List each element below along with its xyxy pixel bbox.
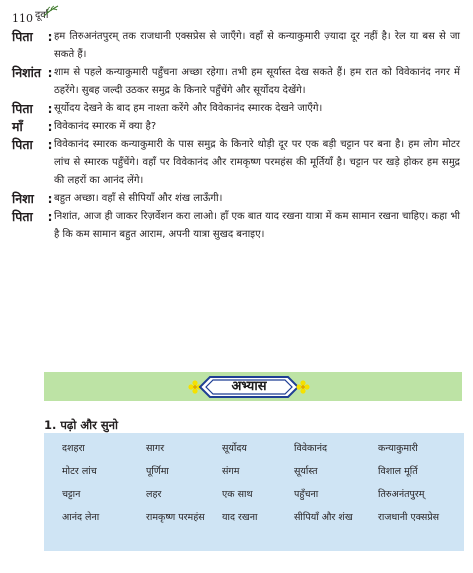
speaker-separator: :	[47, 192, 53, 206]
speaker-name: पिता	[12, 29, 33, 44]
vocab-word: रामकृष्ण परमहंस	[146, 511, 205, 523]
vocab-word: मोटर लांच	[62, 465, 97, 477]
speaker-name: माँ	[12, 119, 23, 134]
book-title: दूर्वा	[35, 10, 49, 21]
speaker-separator: :	[47, 138, 53, 152]
vocab-word: दशहरा	[62, 442, 85, 454]
dialogue-line	[12, 64, 460, 100]
vocab-word: पूर्णिमा	[146, 465, 169, 477]
page-header	[12, 6, 48, 26]
word-grid	[62, 437, 462, 529]
speaker-name: पिता	[12, 101, 33, 116]
leaf-icon	[42, 4, 60, 18]
dialogue-line	[12, 136, 460, 190]
speaker-name: पिता	[12, 209, 33, 224]
speaker-name: निशांत	[12, 65, 42, 80]
vocab-word: तिरुअनंतपुरम्	[378, 488, 425, 500]
vocab-word: सागर	[146, 442, 165, 454]
speaker-name: निशा	[12, 191, 34, 206]
speech-text: विवेकानंद स्मारक कन्याकुमारी के पास समुद्र के किनारे थोड़ी दूर पर एक बड़ी चट्टान पर बना है। हम लोग मोटर लांच से स्मारक पहुँचेंगे। वहाँ पर विवेकानंद और रामकृष्ण परमहंस की मूर्तियाँ है। चट्टान पर खड़े होकर हम समुद्र की लहरों का आनंद लेंगे।	[54, 139, 460, 186]
dialogue	[12, 28, 460, 244]
speech-text: शाम से पहले कन्याकुमारी पहुँचना अच्छा रहेगा। तभी हम सूर्यास्त देख सकते हैं। हम रात को विवेकानंद नगर में ठहरेंगे। सुबह जल्दी उठकर समुद्र के किनारे पहुँचेंगे और सूर्योदय देखेंगे।	[54, 67, 460, 96]
speaker-separator: :	[47, 102, 53, 116]
vocab-word: एक साथ	[222, 488, 253, 500]
speaker-separator: :	[47, 120, 53, 134]
speaker-name: पिता	[12, 137, 33, 152]
speaker-separator: :	[47, 66, 53, 80]
vocab-word: सूर्योदय	[222, 442, 247, 454]
speech-text: सूर्योदय देखने के बाद हम नाश्ता करेंगे और विवेकानंद स्मारक देखने जाएँगे।	[54, 103, 323, 114]
speech-text: निशांत, आज ही जाकर रिज़र्वेशन करा लाओ। हाँ एक बात याद रखना यात्रा में कम सामान रखना चाहिए। कहा भी है कि कम सामान बहुत आराम, अपनी यात्रा सुखद बनाइए।	[54, 211, 460, 240]
section-badge	[186, 375, 312, 399]
dialogue-line	[12, 100, 460, 118]
speech-text: बहुत अच्छा। वहाँ से सीपियाँ और शंख लाऊँगी।	[54, 193, 223, 204]
vocab-word: विशाल मूर्ति	[378, 465, 418, 477]
exercise-title: 1. पढ़ो और सुनो	[44, 418, 118, 432]
vocab-word: चट्टान	[62, 488, 81, 500]
vocab-word: याद रखना	[222, 511, 258, 523]
vocab-word: सीपियाँ और शंख	[294, 511, 353, 523]
vocab-word: पहुँचना	[294, 488, 319, 500]
vocab-word: राजधानी एक्सप्रेस	[378, 511, 440, 523]
vocab-word: विवेकानंद	[294, 442, 328, 454]
dialogue-line	[12, 28, 460, 64]
dialogue-line	[12, 208, 460, 244]
dialogue-line	[12, 190, 460, 208]
page-number: 110	[12, 12, 33, 25]
flower-icon-right	[296, 380, 309, 393]
speech-text: हम तिरुअनंतपुरम् तक राजधानी एक्सप्रेस से जाएँगे। वहाँ से कन्याकुमारी ज़्यादा दूर नहीं है। रेल या बस से जा सकते हैं।	[54, 31, 460, 60]
dialogue-line	[12, 118, 460, 136]
vocab-word: सूर्यास्त	[294, 465, 318, 477]
word-panel	[44, 433, 464, 551]
speech-text: विवेकानंद स्मारक में क्या है?	[54, 121, 157, 132]
vocab-word: आनंद लेना	[62, 511, 100, 523]
vocab-word: संगम	[222, 465, 240, 477]
speaker-separator: :	[47, 210, 53, 224]
vocab-word: कन्याकुमारी	[378, 442, 418, 454]
vocab-word: लहर	[146, 488, 162, 500]
section-title: अभ्यास	[231, 379, 267, 394]
speaker-separator: :	[47, 30, 53, 44]
